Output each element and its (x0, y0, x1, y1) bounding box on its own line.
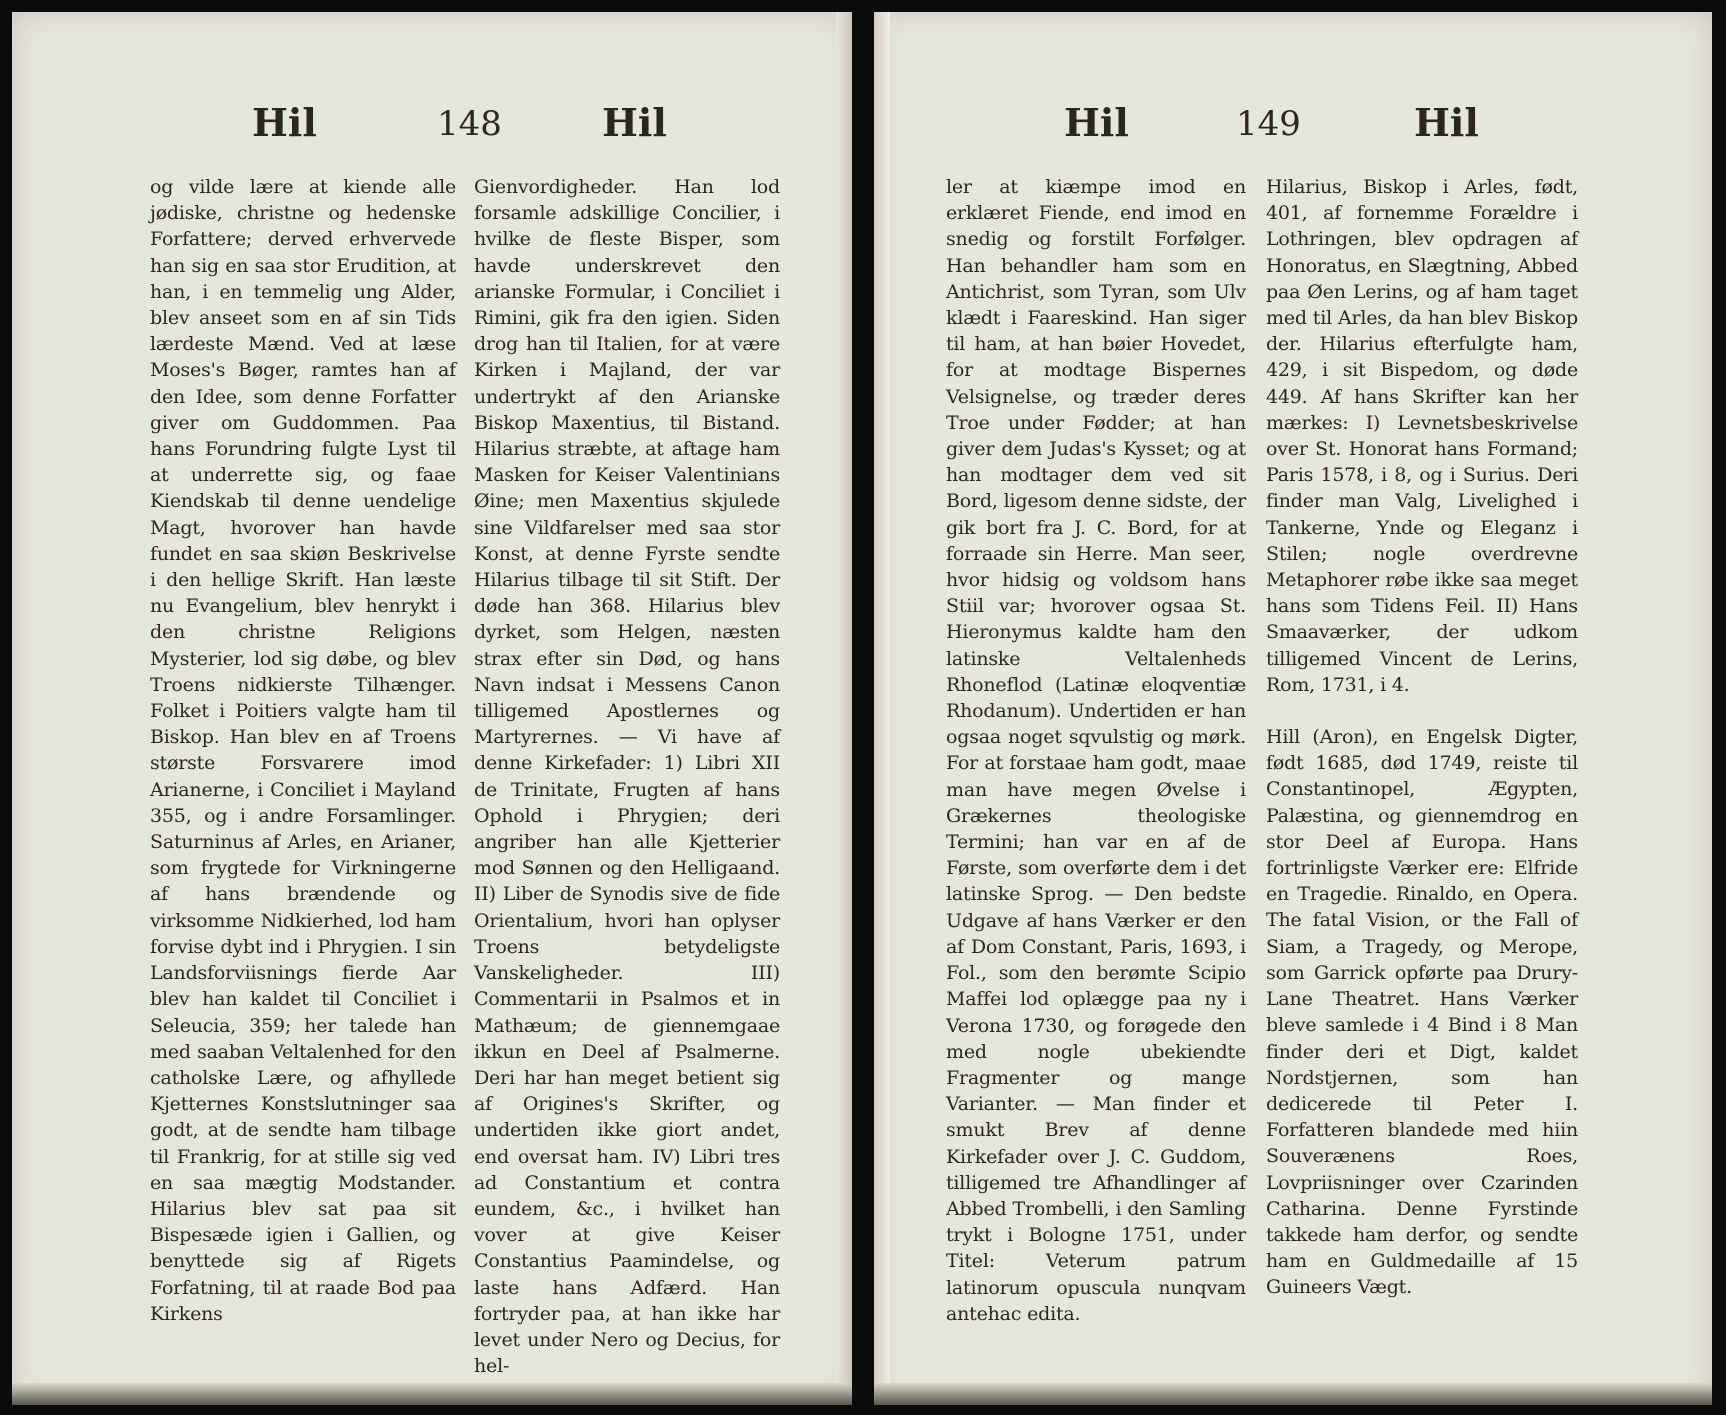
text-column-1 (946, 174, 1246, 1327)
page-gutter (836, 12, 852, 1405)
page-gutter (874, 12, 890, 1405)
paragraph: Gienvordigheder. Han lod forsamle adskillige Concilier, i hvilke de fleste Bisper, som havde underskrevet den arianske Formular, i Conciliet i Rimini, gik fra den igien. Siden drog han til Italien, for at være Kirken i Majland, der var undertrykt af den Arianske Biskop Maxentius, til Bistand. Hilarius stræbte, at aftage ham Masken for Keiser Valentinians Øine; men Maxentius skjulede sine Vildfarelser med saa stor Konst, at denne Fyrste sendte Hilarius tilbage til sit Stift. Der døde han 368. Hilarius blev dyrket, som Helgen, næsten strax efter sin Død, og hans Navn indsat i Messens Canon tilligemed Apostlernes og Martyrernes. — Vi have af denne Kirkefader: 1) Libri XII de Trinitate, Frugten af hans Ophold i Phrygien; deri angriber han alle Kjetterier mod Sønnen og den Helligaand. II) Liber de Synodis sive de fide Orientalium, hvori han oplyser Troens betydeligste Vanskeligheder. III) Commentarii in Psalmos et in Mathæum; de giennemgaae ikkun en Deel af Psalmerne. Deri har han meget betient sig af Origines's Skrifter, og undertiden ikke giort andet, end oversat ham. IV) Libri tres ad Constantium et contra eundem, &c., i hvilket han vover at give Keiser Constantius Paamindelse, og laste hans Adfærd. Han fortryder paa, at han ikke har levet under Nero og Decius, for hel- (474, 176, 780, 1378)
paragraph: Hill (Aron), en Engelsk Digter, født 1685, død 1749, reiste til Constantinopel, Ægypten, Palæstina, og giennemdrog en stor Deel af Europa. Hans fortrinligste Værker ere: Elfride en Tragedie. Rinaldo, en Opera. The fatal Vision, or the Fall of Siam, a Tragedy, og Merope, som Garrick opførte paa Drury-Lane Theatret. Hans Værker bleve samlede i 4 Bind i 8 Man finder deri et Digt, kaldet Nordstjernen, som han dedicerede til Peter I. Forfatteren blandede med hiin Souverænens Roes, Lovpriisninger over Czarinden Catharina. Denne Fyrstinde takkede ham derfor, og sendte ham en Guldmedaille af 15 Guineers Vægt. (1266, 726, 1578, 1299)
left-page (12, 12, 852, 1405)
page-bottom-edge (874, 1383, 1712, 1405)
right-page (874, 12, 1712, 1405)
running-headword-right: Hil (602, 100, 667, 145)
page-number: 148 (437, 104, 502, 144)
paragraph: og vilde lære at kiende alle jødiske, christne og hedenske Forfattere; derved erhvervede han sig en saa stor Erudition, at han, i en temmelig ung Alder, blev anseet som en af sin Tids lærdeste Mænd. Ved at læse Moses's Bøger, ramtes han af den Idee, som denne Forfatter giver om Guddommen. Paa hans Forundring fulgte Lyst til at underrette sig, og faae Kiendskab til denne uendelige Magt, hvorover han havde fundet en saa skiøn Beskrivelse i den hellige Skrift. Han læste nu Evangelium, blev henrykt i den christne Religions Mysterier, lod sig døbe, og blev Troens nidkierste Tilhænger. Folket i Poitiers valgte ham til Biskop. Han blev en af Troens største Forsvarere imod Arianerne, i Conciliet i Mayland 355, og i andre Forsamlinger. Saturninus af Arles, en Arianer, som frygtede for Virkningerne af hans brændende og virksomme Nidkierhed, lod ham forvise dybt ind i Phrygien. I sin Landsforviisnings fierde Aar blev han kaldet til Conciliet i Seleucia, 359; her talede han med saaban Veltalenhed for den catholske Lære, og afhyllede Kjetternes Konstslutninger saa godt, at de sendte ham tilbage til Frankrig, for at stille sig ved en saa mægtig Modstander. Hilarius blev sat paa sit Bispesæde igien i Gallien, og benyttede sig af Rigets Forfatning, til at raade Bod paa Kirkens (150, 176, 456, 1325)
page-bottom-edge (12, 1383, 852, 1405)
paragraph: ler at kiæmpe imod en erklæret Fiende, end imod en snedig og forstilt Forfølger. Han behandler ham som en Antichrist, som Tyran, som Ulv klædt i Faareskind. Han siger til ham, at han bøier Hovedet, for at modtage Bispernes Velsignelse, og træder deres Troe under Fødder; at han giver dem Judas's Kysset; og at han modtager dem ved sit Bord, ligesom denne sidste, der gik bort fra J. C. Bord, for at forraade sin Herre. Man seer, hvor hidsig og voldsom hans Stiil var; hvorover ogsaa St. Hieronymus kaldte ham den latinske Veltalenheds Rhoneflod (Latinæ eloqventiæ Rhodanum). Undertiden er han ogsaa noget sqvulstig og mørk. For at forstaae ham godt, maae man have megen Øvelse i Grækernes theologiske Termini; han var en af de Første, som overførte dem i det latinske Sprog. — Den bedste Udgave af hans Værker er den af Dom Constant, Paris, 1693, i Fol., som den berømte Scipio Maffei lod oplægge paa ny i Verona 1730, og forøgede den med nogle ubekiendte Fragmenter og mange Varianter. — Man finder et smukt Brev af denne Kirkefader over J. C. Guddom, tilligemed tre Afhandlinger af Abbed Trombelli, i den Samling trykt i Bologne 1751, under Titel: Veterum patrum latinorum opuscula nunqvam antehac edita. (946, 176, 1246, 1325)
text-column-1 (150, 174, 456, 1327)
text-column-2 (1266, 174, 1578, 1301)
text-column-2 (474, 174, 780, 1379)
running-headword-left: Hil (1064, 100, 1129, 145)
paragraph: Hilarius, Biskop i Arles, født, 401, af fornemme Forældre i Lothringen, blev opdragen af Honoratus, en Slægtning, Abbed paa Øen Lerins, og af ham taget med til Arles, da han blev Biskop der. Hilarius efterfulgte ham, 429, i sit Bispedom, og døde 449. Af hans Skrifter kan her mærkes: I) Levnetsbeskrivelse over St. Honorat hans Formand; Paris 1578, i 8, og i Surius. Deri finder man Valg, Livelighed i Tankerne, Ynde og Eleganz i Stilen; nogle overdrevne Metaphorer røbe ikke saa meget hans som Tidens Feil. II) Hans Smaaværker, der udkom tilligemed Vincent de Lerins, Rom, 1731, i 4. (1266, 176, 1578, 696)
running-headword-left: Hil (252, 100, 317, 145)
page-number: 149 (1236, 104, 1301, 144)
running-headword-right: Hil (1414, 100, 1479, 145)
